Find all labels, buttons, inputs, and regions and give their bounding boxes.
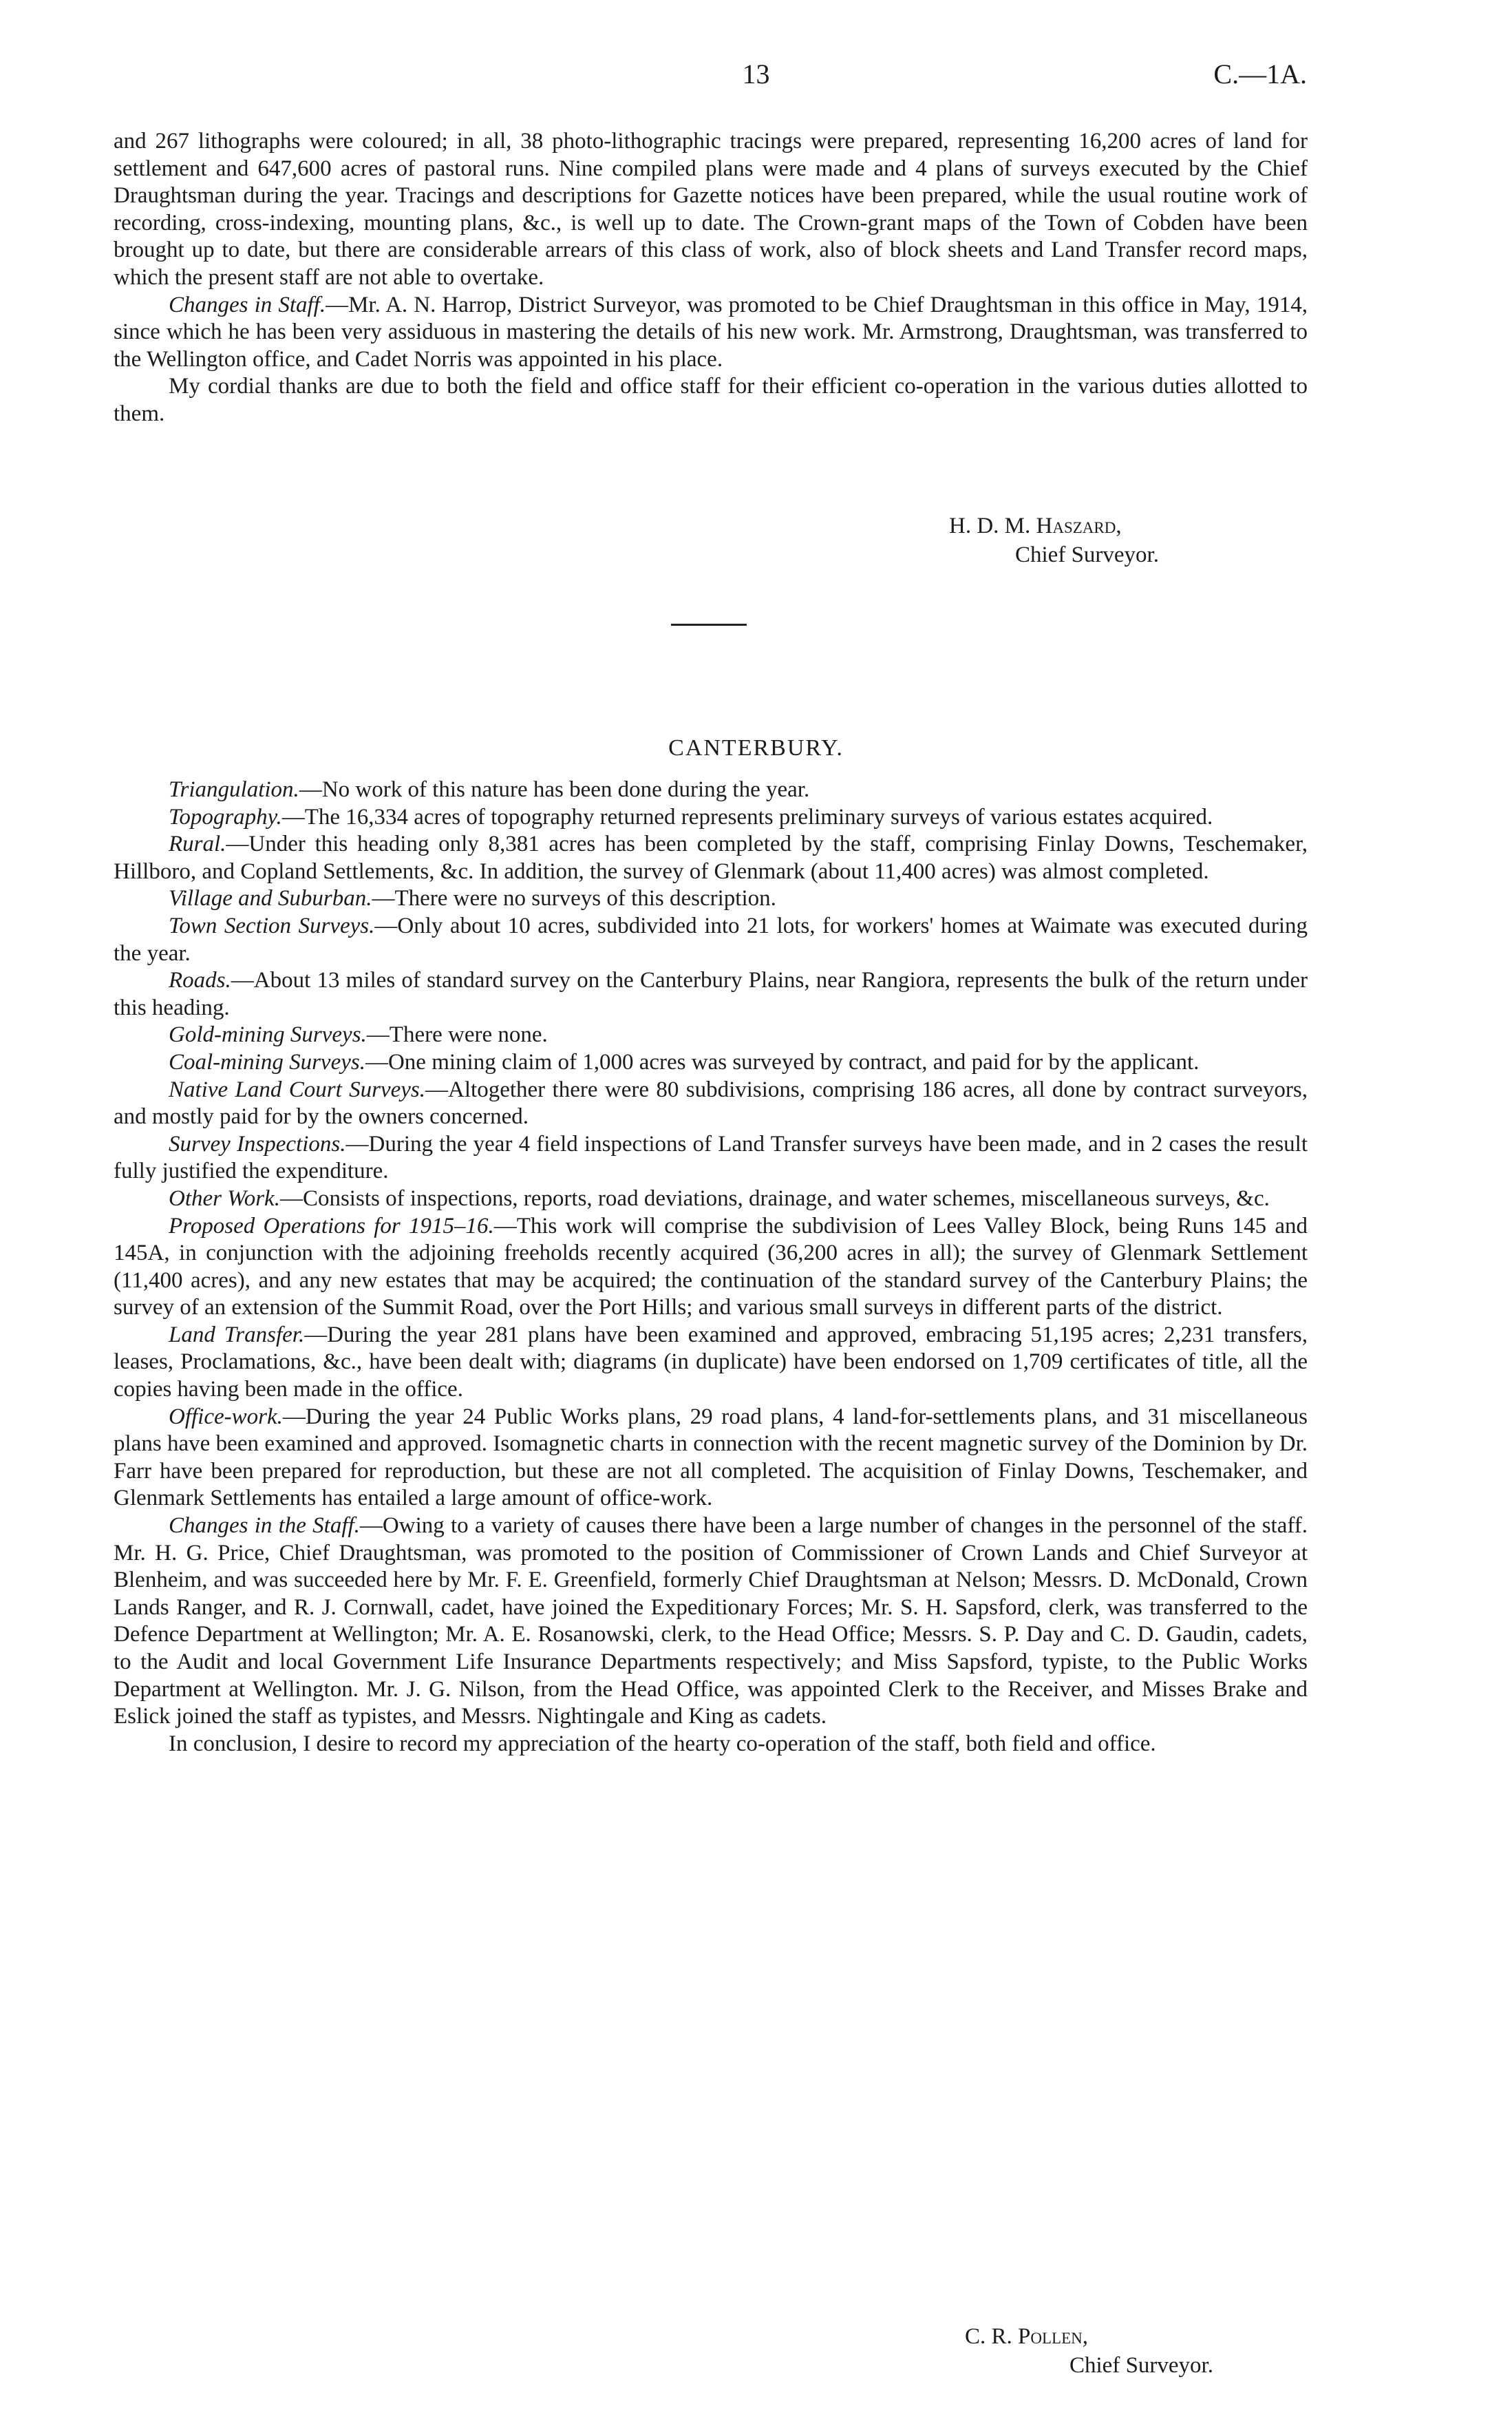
paragraph-body: —Consists of inspections, reports, road deviations, drainage, and water schemes, miscellaneous surveys, &c. [279, 1185, 1270, 1211]
paragraph-heading: Town Section Surveys. [169, 913, 375, 938]
canterbury-paragraph [114, 831, 1308, 885]
paragraph-heading: Changes in the Staff. [169, 1513, 360, 1539]
paragraph-body: —Altogether there were 80 subdivisions, comprising 186 acres, all done by contract surveyors, and mostly paid for by the owners concerned. [114, 1077, 1308, 1130]
paragraph-body: —Owing to a variety of causes there have been a large number of changes in the personnel of the staff. Mr. H. G. Price, Chief Draughtsman, was promoted to the position of Commissioner of Crown Lands and Chief Surveyor at Blenheim, and was succeeded here by Mr. F. E. Greenfield, formerly Chief Draughtsman at Nelson; Messrs. D. McDonald, Crown Lands Ranger, and R. J. Cornwall, cadet, have joined the Expeditionary Forces; Mr. S. H. Sapsford, clerk, was transferred to the Defence Department at Wellington; Mr. A. E. Rosanowski, clerk, to the Head Office; Messrs. S. P. Day and C. D. Gaudin, cadets, to the Audit and local Government Life Insurance Departments respectively; and Miss Sapsford, typiste, to the Public Works Department at Wellington. Mr. J. G. Nilson, from the Head Office, was appointed Clerk to the Receiver, and Misses Brake and Eslick joined the staff as typistes, and Messrs. Nightingale and King as cadets. [114, 1513, 1308, 1729]
paragraph-body: —There were none. [366, 1022, 548, 1048]
canterbury-paragraph [114, 777, 1308, 804]
canterbury-report-text [114, 777, 1308, 1758]
nelson-paragraph-1: and 267 lithographs were coloured; in all, 38 photo-lithographic tracings were prepared, representing 16,200 acres of land for settlement and 647,600 acres of pastoral runs. Nine compiled plans were made and 4 plans of surveys executed by the Chief Draughtsman during the year. Tracings and descriptions for Gazette notices have been prepared, while the usual routine work of recording, cross-indexing, mounting plans, &c., is well up to date. The Crown-grant maps of the Town of Cobden have been brought up to date, but there are considerable arrears of this class of work, also of block sheets and Land Transfer record maps, which the present staff are not able to overtake. [114, 129, 1308, 290]
paragraph-heading: Land Transfer. [169, 1322, 305, 1347]
paragraph-body: —One mining claim of 1,000 acres was surveyed by contract, and paid for by the applicant. [365, 1049, 1200, 1075]
paragraph-heading: Rural. [169, 832, 226, 857]
canterbury-paragraph [114, 1077, 1308, 1131]
paragraph-heading: Native Land Court Surveys. [169, 1077, 426, 1102]
paragraph-body: —There were no surveys of this description. [372, 886, 776, 911]
nelson-paragraph-2-heading: Changes in Staff. [169, 292, 326, 317]
paragraph-body: —No work of this nature has been done during the year. [299, 777, 810, 802]
paragraph-heading: Office-work. [169, 1404, 283, 1429]
paragraph-body: —About 13 miles of standard survey on the Canterbury Plains, near Rangiora, represents the bulk of the return under this heading. [114, 968, 1308, 1020]
paragraph-heading: Village and Suburban. [169, 886, 372, 911]
paragraph-body: —Only about 10 acres, subdivided into 21 lots, for workers' homes at Waimate was executed during the year. [114, 913, 1308, 966]
section-title: CANTERBURY. [668, 735, 844, 761]
canterbury-paragraph [114, 1322, 1308, 1404]
canterbury-paragraph [114, 885, 1308, 913]
nelson-paragraph-2-body: —Mr. A. N. Harrop, District Surveyor, was promoted to be Chief Draughtsman in this office in May, 1914, since which he has been very assiduous in mastering the details of his new work. Mr. Armstrong, Draughtsman, was transferred to the Wellington office, and Cadet Norris was appointed in his place. [114, 292, 1308, 372]
paragraph-heading: Proposed Operations for 1915–16. [169, 1213, 494, 1238]
nelson-paragraph-3: My cordial thanks are due to both the field and office staff for their efficient co-operation in the various duties allotted to them. [114, 374, 1308, 426]
paragraph-body: —During the year 4 field inspections of Land Transfer surveys have been made, and in 2 cases the result fully justified the expenditure. [114, 1131, 1308, 1184]
canterbury-signature-title: Chief Surveyor. [1069, 2353, 1213, 2378]
canterbury-paragraph [114, 804, 1308, 832]
paragraph-body: —This work will comprise the subdivision of Lees Valley Block, being Runs 145 and 145A, in conjunction with the adjoining freeholds recently acquired (36,200 acres in all); the survey of Glenmark Settlement (11,400 acres), and any new estates that may be acquired; the continuation of the standard survey of the Canterbury Plains; the survey of an extension of the Summit Road, over the Port Hills; and various small surveys in different parts of the district. [114, 1213, 1308, 1320]
paragraph-heading: Roads. [169, 968, 231, 993]
canterbury-paragraph [114, 967, 1308, 1022]
paragraph-heading: Other Work. [169, 1185, 280, 1211]
canterbury-paragraph [114, 1049, 1308, 1077]
paragraph-heading: Survey Inspections. [169, 1131, 346, 1157]
paragraph-body: —During the year 281 plans have been examined and approved, embracing 51,195 acres; 2,231 transfers, leases, Proclamations, &c., have been dealt with; diagrams (in duplicate) have been endorsed on 1,709 certificates of title, all the copies having been made in the office. [114, 1322, 1308, 1402]
paragraph-body: —During the year 24 Public Works plans, 29 road plans, 4 land-for-settlements plans, and 31 miscellaneous plans have been examined and approved. Isomagnetic charts in connection with the recent magnetic survey of the Dominion by Dr. Farr have been prepared for reproduction, but these are not all completed. The acquisition of Finlay Downs, Teschemaker, and Glenmark Settlements has entailed a large amount of office-work. [114, 1404, 1308, 1511]
nelson-report-text [114, 128, 1308, 428]
paragraph-heading: Coal-mining Surveys. [169, 1049, 365, 1075]
paragraph-body: In conclusion, I desire to record my appreciation of the hearty co-operation of the staff, both field and office. [169, 1731, 1156, 1756]
nelson-signature-name: H. D. M. Haszard, [949, 514, 1122, 538]
paragraph-heading: Gold-mining Surveys. [169, 1022, 367, 1048]
nelson-paragraph-2 [114, 292, 1308, 374]
canterbury-signature-name: C. R. Pollen, [965, 2324, 1088, 2349]
section-divider [671, 624, 747, 626]
paragraph-body: —Under this heading only 8,381 acres has been completed by the staff, comprising Finlay Downs, Teschemaker, Hillboro, and Copland Settlements, &c. In addition, the survey of Glenmark (about 11,400 acres) was almost completed. [114, 832, 1308, 884]
nelson-signature-title: Chief Surveyor. [1015, 542, 1159, 567]
canterbury-paragraph [114, 1731, 1308, 1758]
canterbury-paragraph [114, 1404, 1308, 1512]
canterbury-paragraph [114, 1185, 1308, 1213]
canterbury-paragraph [114, 1512, 1308, 1731]
canterbury-paragraph [114, 913, 1308, 967]
canterbury-paragraph [114, 1213, 1308, 1322]
document-reference: C.—1A. [1213, 59, 1307, 89]
page-number: 13 [742, 59, 770, 89]
paragraph-body: —The 16,334 acres of topography returned represents preliminary surveys of various estates acquired. [281, 804, 1213, 830]
canterbury-paragraph [114, 1022, 1308, 1049]
canterbury-paragraph [114, 1131, 1308, 1185]
paragraph-heading: Topography. [169, 804, 282, 830]
paragraph-heading: Triangulation. [169, 777, 299, 802]
